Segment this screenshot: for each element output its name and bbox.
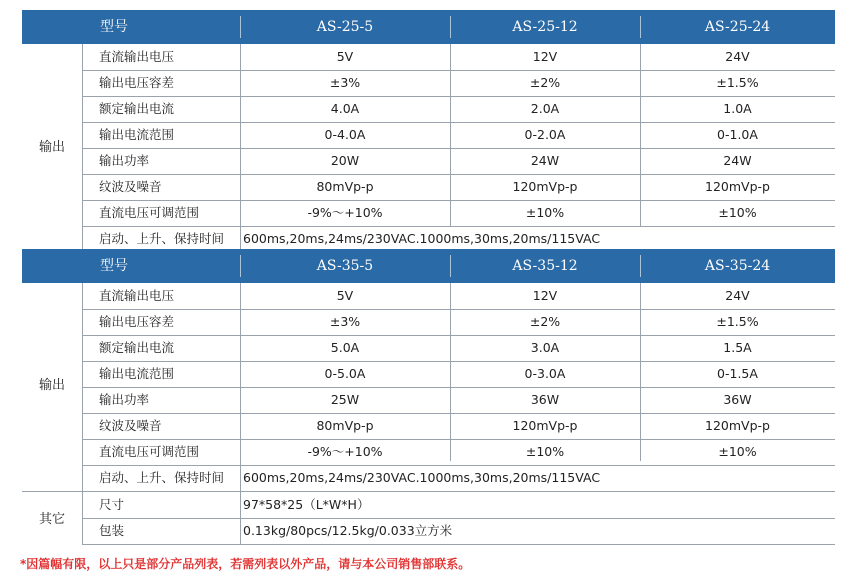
cell-value: 0-1.5A [717,366,758,381]
row-label: 直流输出电压 [99,49,175,64]
cell-value: 5.0A [330,340,360,355]
cell-value: 20W [330,153,360,168]
cell-value: 12V [532,49,558,64]
cell-value: 0-2.0A [524,127,566,142]
cell-value: 12V [532,288,558,303]
row-label: 包装 [99,523,125,538]
row-label: 直流电压可调范围 [99,205,200,220]
row-label: 输出电压容差 [99,75,175,90]
cell-value: 36W [530,392,560,407]
cell-value: 80mVp-p [316,179,374,194]
cell-value: 600ms,20ms,24ms/230VAC.1000ms,30ms,20ms/115VAC [243,470,601,485]
cell-value: -9%～+10% [307,205,383,220]
row-label: 输出电流范围 [99,366,175,381]
row-label: 输出电压容差 [99,314,175,329]
table-row [82,309,835,336]
table-row [82,361,835,388]
cell-value: 24V [725,288,750,303]
table-row [82,387,835,414]
table-row [82,122,835,149]
cell-value: ±10% [718,444,757,459]
model-label: 型号 [100,258,128,274]
row-label: 启动、上升、保持时间 [99,470,225,485]
cell-value: 1.5A [723,340,752,355]
cell-value: ±10% [525,444,565,459]
cell-value: 5V [336,49,354,64]
model-name: AS-25-5 [316,19,374,35]
row-label: 额定输出电流 [99,101,175,116]
group-label: 其它 [38,512,65,527]
model-name: AS-25-12 [512,19,578,35]
table-row [82,335,835,362]
row-label: 纹波及噪音 [99,179,162,194]
row-label: 直流电压可调范围 [99,444,200,459]
cell-value: 2.0A [530,101,560,116]
cell-value: 5V [336,288,354,303]
row-label: 直流输出电压 [99,288,175,303]
table-row [82,518,835,545]
cell-value: ±2% [529,314,561,329]
model-name: AS-35-24 [704,258,771,274]
table-row [82,283,835,310]
cell-value: 24W [530,153,560,168]
row-label: 额定输出电流 [99,340,175,355]
cell-value: 120mVp-p [512,418,578,433]
table-row [82,148,835,175]
table-row [82,174,835,201]
row-label: 输出功率 [99,153,150,168]
table-row [82,439,835,466]
table-row [82,44,835,71]
cell-value: ±1.5% [716,75,759,90]
cell-value: 1.0A [723,101,752,116]
cell-value: ±10% [525,205,565,220]
cell-value: ±3% [329,314,361,329]
cell-value: ±10% [718,205,757,220]
cell-value: 120mVp-p [705,418,770,433]
cell-value: 80mVp-p [316,418,374,433]
cell-value: 36W [723,392,752,407]
model-name: AS-25-24 [704,19,771,35]
cell-value: ±1.5% [716,314,759,329]
cell-value: 600ms,20ms,24ms/230VAC.1000ms,30ms,20ms/115VAC [243,231,601,246]
row-label: 输出功率 [99,392,150,407]
row-label: 输出电流范围 [99,127,175,142]
model-label: 型号 [100,19,128,35]
model-name: AS-35-5 [316,258,374,274]
cell-value: 3.0A [530,340,560,355]
cell-value: 4.0A [330,101,360,116]
footnote: *因篇幅有限，以上只是部分产品列表，若需列表以外产品，请与本公司销售部联系。 [20,557,471,571]
table1-header [22,10,835,44]
cell-value: 0-4.0A [324,127,366,142]
cell-value: 120mVp-p [705,179,770,194]
cell-value: 97*58*25（L*W*H） [243,497,370,512]
cell-value: 25W [330,392,360,407]
table-row [82,492,835,519]
cell-value: 24W [723,153,752,168]
cell-value: 0-5.0A [324,366,366,381]
table-row [82,200,835,227]
row-label: 尺寸 [99,497,125,512]
table-row [82,465,835,492]
cell-value: ±2% [529,75,561,90]
cell-value: 24V [725,49,750,64]
table-row [82,96,835,123]
table2-header [22,249,835,283]
cell-value: 120mVp-p [512,179,578,194]
row-label: 启动、上升、保持时间 [99,231,225,246]
cell-value: 0-3.0A [524,366,566,381]
cell-value: 0.13kg/80pcs/12.5kg/0.033立方米 [243,523,453,538]
cell-value: ±3% [329,75,361,90]
group-label: 输出 [38,378,65,393]
table-row [82,413,835,440]
group-label: 输出 [38,140,65,155]
group-divider [22,491,82,492]
row-label: 纹波及噪音 [99,418,162,433]
model-name: AS-35-12 [512,258,578,274]
cell-value: -9%～+10% [307,444,383,459]
table-row [82,70,835,97]
cell-value: 0-1.0A [717,127,758,142]
